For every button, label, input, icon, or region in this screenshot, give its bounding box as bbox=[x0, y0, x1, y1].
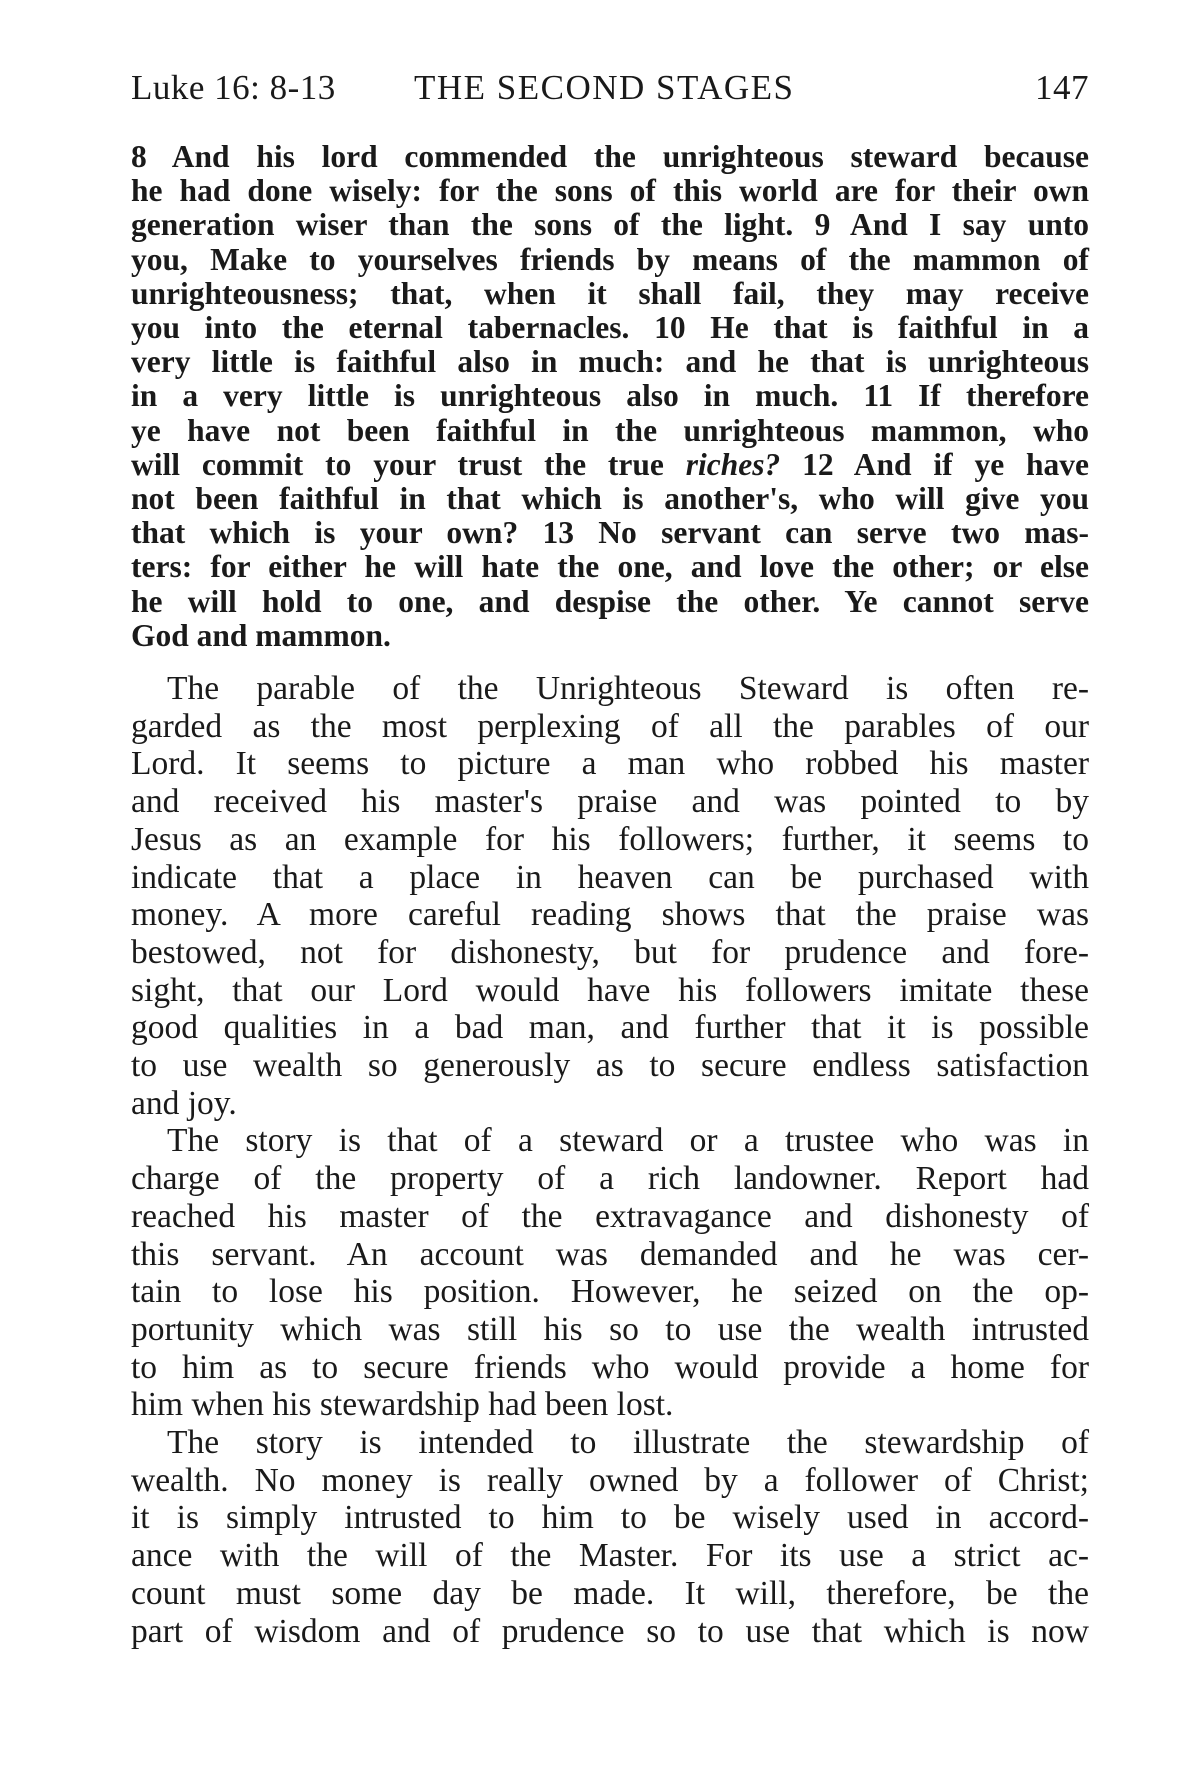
scripture-line: in a very little is unrighteous also in much. 11 If therefore bbox=[131, 378, 1089, 414]
paragraph-line: money. A more careful reading shows that the praise was bbox=[131, 896, 1089, 934]
scripture-line: not been faithful in that which is another's, who will give you bbox=[131, 481, 1089, 517]
scripture-line: generation wiser than the sons of the light. 9 And I say unto bbox=[131, 207, 1089, 243]
scripture-line: 8 And his lord commended the unrighteous steward because bbox=[131, 139, 1089, 174]
italic-word: riches? bbox=[685, 446, 781, 482]
paragraph-line: it is simply intrusted to him to be wisely used in accord- bbox=[131, 1499, 1089, 1537]
paragraph-line: part of wisdom and of prudence so to use that which is now bbox=[131, 1612, 1089, 1650]
paragraph-line: to use wealth so generously as to secure endless satisfaction bbox=[131, 1047, 1089, 1085]
scripture-line-with-italic bbox=[131, 448, 1089, 482]
paragraph-line: bestowed, not for dishonesty, but for prudence and fore- bbox=[131, 933, 1089, 971]
page-number: 147 bbox=[1035, 68, 1089, 107]
scripture-line: that which is your own? 13 No servant can serve two mas- bbox=[131, 515, 1089, 551]
paragraph-line: The story is intended to illustrate the stewardship of bbox=[167, 1424, 1089, 1462]
scripture-reference: Luke 16: 8-13 bbox=[131, 68, 336, 107]
commentary-text bbox=[131, 670, 1089, 1650]
paragraph-line: sight, that our Lord would have his followers imitate these bbox=[131, 971, 1089, 1009]
paragraph-line: Jesus as an example for his followers; further, it seems to bbox=[131, 820, 1089, 858]
scripture-line: ters: for either he will hate the one, and love the other; or else bbox=[131, 549, 1089, 585]
paragraph-line: garded as the most perplexing of all the parables of our bbox=[131, 707, 1089, 745]
paragraph-line: wealth. No money is really owned by a follower of Christ; bbox=[131, 1461, 1089, 1499]
paragraph-line: charge of the property of a rich landowner. Report had bbox=[131, 1160, 1089, 1198]
chapter-title: THE SECOND STAGES bbox=[414, 68, 795, 107]
paragraph-line: ance with the will of the Master. For its use a strict ac- bbox=[131, 1537, 1089, 1575]
scripture-line: he had done wisely: for the sons of this world are for their own bbox=[131, 173, 1089, 209]
paragraph-line: count must some day be made. It will, therefore, be the bbox=[131, 1574, 1089, 1612]
paragraph-line: to him as to secure friends who would provide a home for bbox=[131, 1348, 1089, 1386]
paragraph-line: The parable of the Unrighteous Steward is often re- bbox=[167, 670, 1089, 707]
scripture-passage bbox=[131, 140, 1089, 653]
scripture-line: very little is faithful also in much: and he that is unrighteous bbox=[131, 344, 1089, 380]
paragraph-line: indicate that a place in heaven can be purchased with bbox=[131, 858, 1089, 896]
paragraph-line: this servant. An account was demanded and he was cer- bbox=[131, 1235, 1089, 1273]
scripture-line: you, Make to yourselves friends by means of the mammon of bbox=[131, 241, 1089, 277]
paragraph-line: and joy. bbox=[131, 1084, 237, 1122]
paragraph-line: good qualities in a bad man, and further that it is possible bbox=[131, 1009, 1089, 1047]
paragraph-line: and received his master's praise and was pointed to by bbox=[131, 783, 1089, 821]
scripture-line: he will hold to one, and despise the other. Ye cannot serve bbox=[131, 583, 1089, 619]
paragraph-line: reached his master of the extravagance and dishonesty of bbox=[131, 1197, 1089, 1235]
paragraph-line: Lord. It seems to picture a man who robbed his master bbox=[131, 745, 1089, 783]
scripture-line: you into the eternal tabernacles. 10 He that is faithful in a bbox=[131, 310, 1089, 346]
paragraph-line: tain to lose his position. However, he seized on the op- bbox=[131, 1273, 1089, 1311]
scripture-line-end: 12 And if ye have bbox=[802, 446, 1090, 482]
paragraph-line: The story is that of a steward or a trustee who was in bbox=[167, 1122, 1089, 1160]
scripture-line: unrighteousness; that, when it shall fail, they may receive bbox=[131, 275, 1089, 311]
running-head bbox=[131, 64, 1089, 112]
paragraph-line: portunity which was still his so to use the wealth intrusted bbox=[131, 1310, 1089, 1348]
scripture-line-start: will commit to your trust the true bbox=[131, 446, 664, 482]
paragraph-line: him when his stewardship had been lost. bbox=[131, 1386, 674, 1424]
scripture-line: God and mammon. bbox=[131, 617, 391, 653]
scripture-line: ye have not been faithful in the unrighteous mammon, who bbox=[131, 412, 1089, 448]
